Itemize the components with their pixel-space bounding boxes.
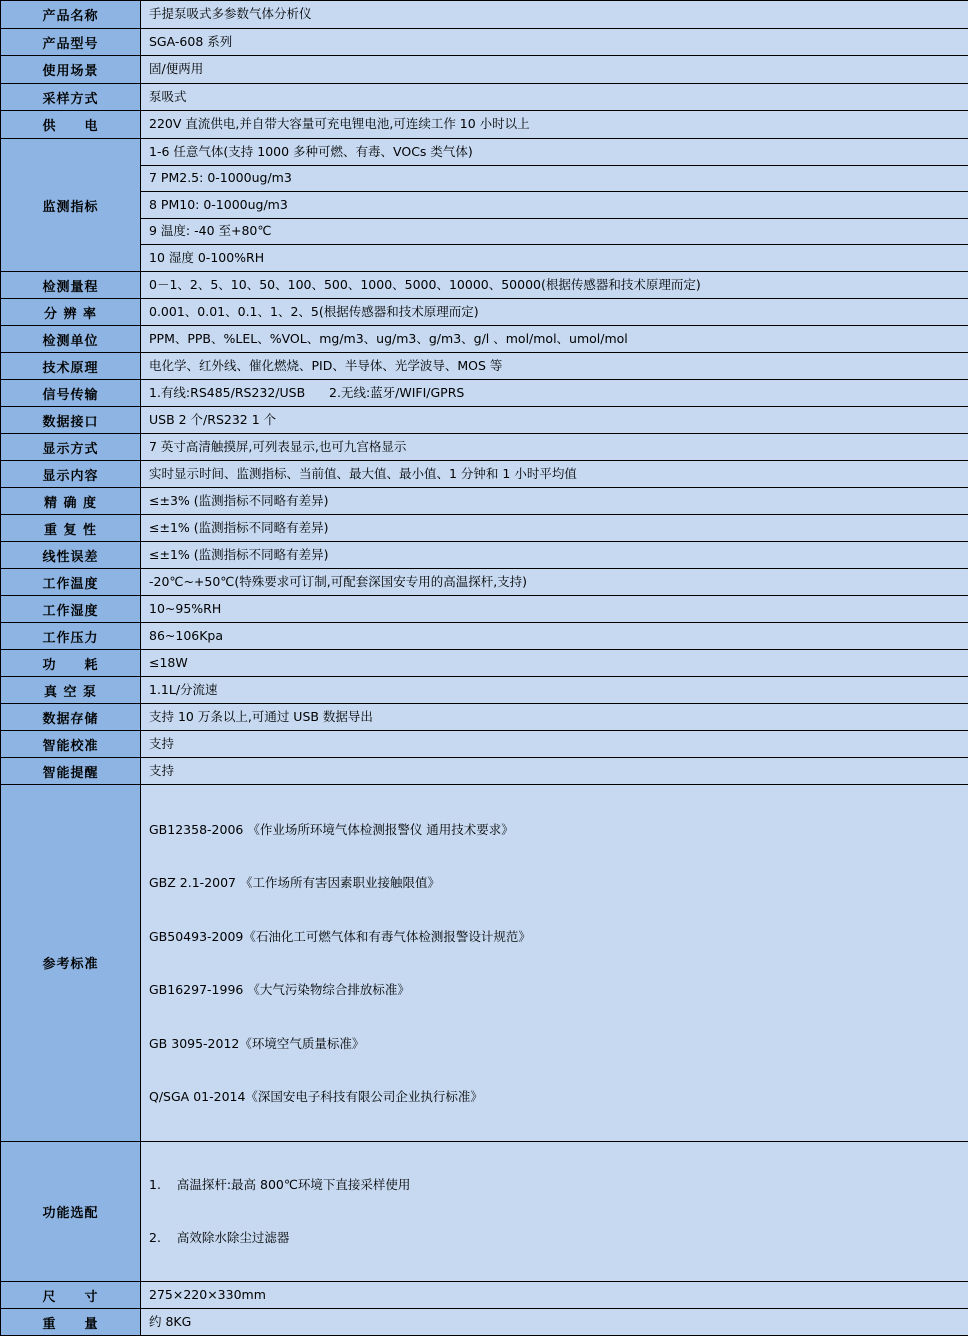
- table-row: [1, 434, 968, 461]
- table-row: [1, 461, 968, 488]
- spec-label-display-mode: 显示方式: [1, 434, 141, 461]
- spec-value-technical-principle: 电化学、红外线、催化燃烧、PID、半导体、光学波导、MOS 等: [141, 353, 968, 380]
- spec-value-monitoring-indicator-3: 8 PM10: 0-1000ug/m3: [141, 192, 968, 219]
- spec-label-detection-range: 检测量程: [1, 272, 141, 299]
- spec-value-usage-scene: 固/便两用: [141, 56, 968, 84]
- table-row: [1, 785, 968, 1142]
- spec-value-reference-standards: [141, 785, 968, 1142]
- spec-value-smart-calibration: 支持: [141, 731, 968, 758]
- table-row: [1, 488, 968, 515]
- table-row: [1, 650, 968, 677]
- spec-label-working-temperature: 工作温度: [1, 569, 141, 596]
- spec-label-product-model: 产品型号: [1, 29, 141, 56]
- spec-label-power-supply: 供 电: [1, 111, 141, 139]
- spec-value-monitoring-indicator-4: 9 温度: -40 至+80℃: [141, 219, 968, 245]
- spec-value-monitoring-indicator-2: 7 PM2.5: 0-1000ug/m3: [141, 166, 968, 192]
- spec-label-weight: 重 量: [1, 1309, 141, 1336]
- spec-label-product-name: 产品名称: [1, 1, 141, 29]
- spec-label-data-storage: 数据存储: [1, 704, 141, 731]
- spec-value-resolution: 0.001、0.01、0.1、1、2、5(根据传感器和技术原理而定): [141, 299, 968, 326]
- spec-label-resolution: 分 辨 率: [1, 299, 141, 326]
- spec-value-product-name: 手提泵吸式多参数气体分析仪: [141, 1, 968, 29]
- spec-value-display-mode: 7 英寸高清触摸屏,可列表显示,也可九宫格显示: [141, 434, 968, 461]
- spec-value-smart-reminder: 支持: [141, 758, 968, 785]
- table-row: [1, 139, 968, 166]
- spec-value-product-model: SGA-608 系列: [141, 29, 968, 56]
- table-row: [1, 623, 968, 650]
- table-row: [1, 219, 968, 245]
- option-line: 2. 高效除水除尘过滤器: [149, 1228, 962, 1248]
- spec-value-vacuum-pump: 1.1L/分流速: [141, 677, 968, 704]
- table-row: [1, 515, 968, 542]
- spec-label-reference-standards: 参考标准: [1, 785, 141, 1142]
- table-row: [1, 84, 968, 111]
- table-row: [1, 245, 968, 272]
- spec-label-optional-features: 功能选配: [1, 1141, 141, 1282]
- spec-label-usage-scene: 使用场景: [1, 56, 141, 84]
- spec-value-monitoring-indicator-5: 10 湿度 0-100%RH: [141, 245, 968, 272]
- table-row: [1, 542, 968, 569]
- spec-value-detection-unit: PPM、PPB、%LEL、%VOL、mg/m3、ug/m3、g/m3、g/l 、mol/mol、umol/mol: [141, 326, 968, 353]
- spec-label-accuracy: 精 确 度: [1, 488, 141, 515]
- spec-label-detection-unit: 检测单位: [1, 326, 141, 353]
- table-row: [1, 569, 968, 596]
- spec-label-signal-transmission: 信号传输: [1, 380, 141, 407]
- spec-value-detection-range: 0－1、2、5、10、50、100、500、1000、5000、10000、50000(根据传感器和技术原理而定): [141, 272, 968, 299]
- spec-label-working-pressure: 工作压力: [1, 623, 141, 650]
- spec-label-display-content: 显示内容: [1, 461, 141, 488]
- spec-label-data-interface: 数据接口: [1, 407, 141, 434]
- spec-value-monitoring-indicator-1: 1-6 任意气体(支持 1000 多种可燃、有毒、VOCs 类气体): [141, 139, 968, 166]
- spec-label-monitoring-indicators: 监测指标: [1, 139, 141, 272]
- spec-value-linearity-error: ≤±1% (监测指标不同略有差异): [141, 542, 968, 569]
- table-row: [1, 299, 968, 326]
- spec-label-linearity-error: 线性误差: [1, 542, 141, 569]
- table-row: [1, 326, 968, 353]
- spec-value-working-pressure: 86~106Kpa: [141, 623, 968, 650]
- table-row: [1, 111, 968, 139]
- table-row: [1, 407, 968, 434]
- spec-label-dimensions: 尺 寸: [1, 1282, 141, 1309]
- standard-line: GB16297-1996 《大气污染物综合排放标准》: [149, 979, 962, 1000]
- table-row: [1, 758, 968, 785]
- standard-line: Q/SGA 01-2014《深国安电子科技有限公司企业执行标准》: [149, 1086, 962, 1107]
- standard-line: GBZ 2.1-2007 《工作场所有害因素职业接触限值》: [149, 872, 962, 893]
- spec-label-working-humidity: 工作湿度: [1, 596, 141, 623]
- spec-label-vacuum-pump: 真 空 泵: [1, 677, 141, 704]
- table-row: [1, 1282, 968, 1309]
- spec-value-working-temperature: -20℃~+50℃(特殊要求可订制,可配套深国安专用的高温探杆,支持): [141, 569, 968, 596]
- standard-line: GB12358-2006 《作业场所环境气体检测报警仪 通用技术要求》: [149, 819, 962, 840]
- spec-value-optional-features: [141, 1141, 968, 1282]
- spec-value-weight: 约 8KG: [141, 1309, 968, 1336]
- table-row: [1, 1309, 968, 1336]
- table-row: [1, 29, 968, 56]
- spec-value-power-consumption: ≤18W: [141, 650, 968, 677]
- spec-value-sampling-method: 泵吸式: [141, 84, 968, 111]
- table-row: [1, 596, 968, 623]
- option-line: 1. 高温探杆:最高 800℃环境下直接采样使用: [149, 1175, 962, 1195]
- table-row: [1, 380, 968, 407]
- table-row: [1, 731, 968, 758]
- spec-value-power-supply: 220V 直流供电,并自带大容量可充电锂电池,可连续工作 10 小时以上: [141, 111, 968, 139]
- spec-label-repeatability: 重 复 性: [1, 515, 141, 542]
- table-row: [1, 192, 968, 219]
- spec-label-power-consumption: 功 耗: [1, 650, 141, 677]
- spec-value-data-storage: 支持 10 万条以上,可通过 USB 数据导出: [141, 704, 968, 731]
- table-row: [1, 272, 968, 299]
- spec-value-display-content: 实时显示时间、监测指标、当前值、最大值、最小值、1 分钟和 1 小时平均值: [141, 461, 968, 488]
- spec-value-dimensions: 275×220×330mm: [141, 1282, 968, 1309]
- table-row: [1, 1141, 968, 1282]
- table-row: [1, 1, 968, 29]
- spec-label-sampling-method: 采样方式: [1, 84, 141, 111]
- spec-value-working-humidity: 10~95%RH: [141, 596, 968, 623]
- table-row: [1, 353, 968, 380]
- spec-value-accuracy: ≤±3% (监测指标不同略有差异): [141, 488, 968, 515]
- spec-label-smart-calibration: 智能校准: [1, 731, 141, 758]
- table-row: [1, 677, 968, 704]
- table-row: [1, 704, 968, 731]
- spec-label-smart-reminder: 智能提醒: [1, 758, 141, 785]
- spec-value-signal-transmission: 1.有线:RS485/RS232/USB 2.无线:蓝牙/WIFI/GPRS: [141, 380, 968, 407]
- table-row: [1, 166, 968, 192]
- table-row: [1, 56, 968, 84]
- spec-value-data-interface: USB 2 个/RS232 1 个: [141, 407, 968, 434]
- standard-line: GB 3095-2012《环境空气质量标准》: [149, 1033, 962, 1054]
- spec-label-technical-principle: 技术原理: [1, 353, 141, 380]
- standard-line: GB50493-2009《石油化工可燃气体和有毒气体检测报警设计规范》: [149, 926, 962, 947]
- spec-value-repeatability: ≤±1% (监测指标不同略有差异): [141, 515, 968, 542]
